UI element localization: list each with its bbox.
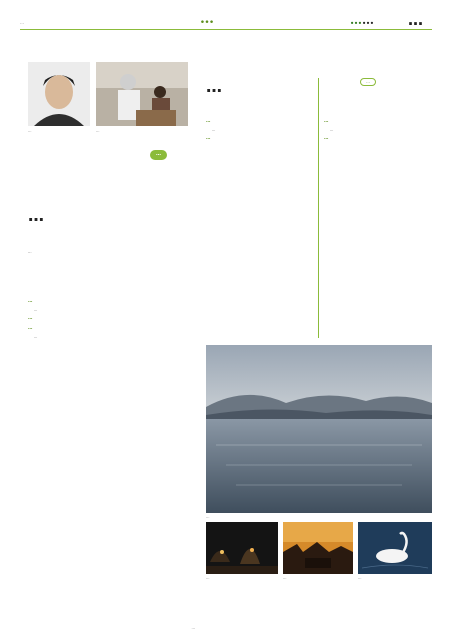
subhead-night: …: [324, 136, 329, 142]
page-header: [20, 8, 432, 30]
masthead-title: …: [200, 11, 214, 27]
body-text: …: [34, 334, 38, 339]
article-column-c: [206, 116, 314, 341]
article-intro-left: …: [28, 250, 32, 254]
teaching-caption: …: [96, 129, 100, 133]
night-photo: [206, 522, 278, 574]
portrait-caption: …: [28, 129, 32, 133]
sunset-photo-caption: …: [283, 576, 287, 580]
subhead-evening: …: [206, 136, 211, 142]
article-footer-left: …: [191, 626, 195, 630]
section-tag-right: …: [360, 78, 376, 86]
teaching-photo: [96, 62, 188, 126]
body-text: …: [330, 127, 334, 132]
subhead-1: …: [28, 299, 33, 304]
subhead-spring: …: [206, 119, 211, 124]
portrait-photo: [28, 62, 90, 126]
body-text: …: [212, 127, 216, 132]
column-divider: [318, 78, 319, 338]
article-title-right: …: [206, 77, 222, 96]
article-column-a: [28, 296, 193, 626]
subhead-3: …: [28, 325, 33, 331]
page-number: …: [408, 11, 423, 29]
body-text: …: [34, 307, 38, 312]
brand-logo: ……: [350, 13, 374, 27]
lake-photo-caption: …: [206, 515, 210, 519]
section-tag-left: …: [150, 150, 167, 160]
swan-photo: [358, 522, 432, 574]
sunset-photo: [283, 522, 353, 574]
subhead-2: …: [28, 316, 33, 322]
night-photo-caption: …: [206, 576, 210, 580]
subhead-summer: …: [324, 119, 329, 124]
swan-photo-caption: …: [358, 576, 362, 580]
issue-meta: …: [20, 20, 24, 25]
article-column-d: [324, 116, 432, 341]
article-title-left: …: [28, 206, 44, 225]
lake-photo: [206, 345, 432, 513]
